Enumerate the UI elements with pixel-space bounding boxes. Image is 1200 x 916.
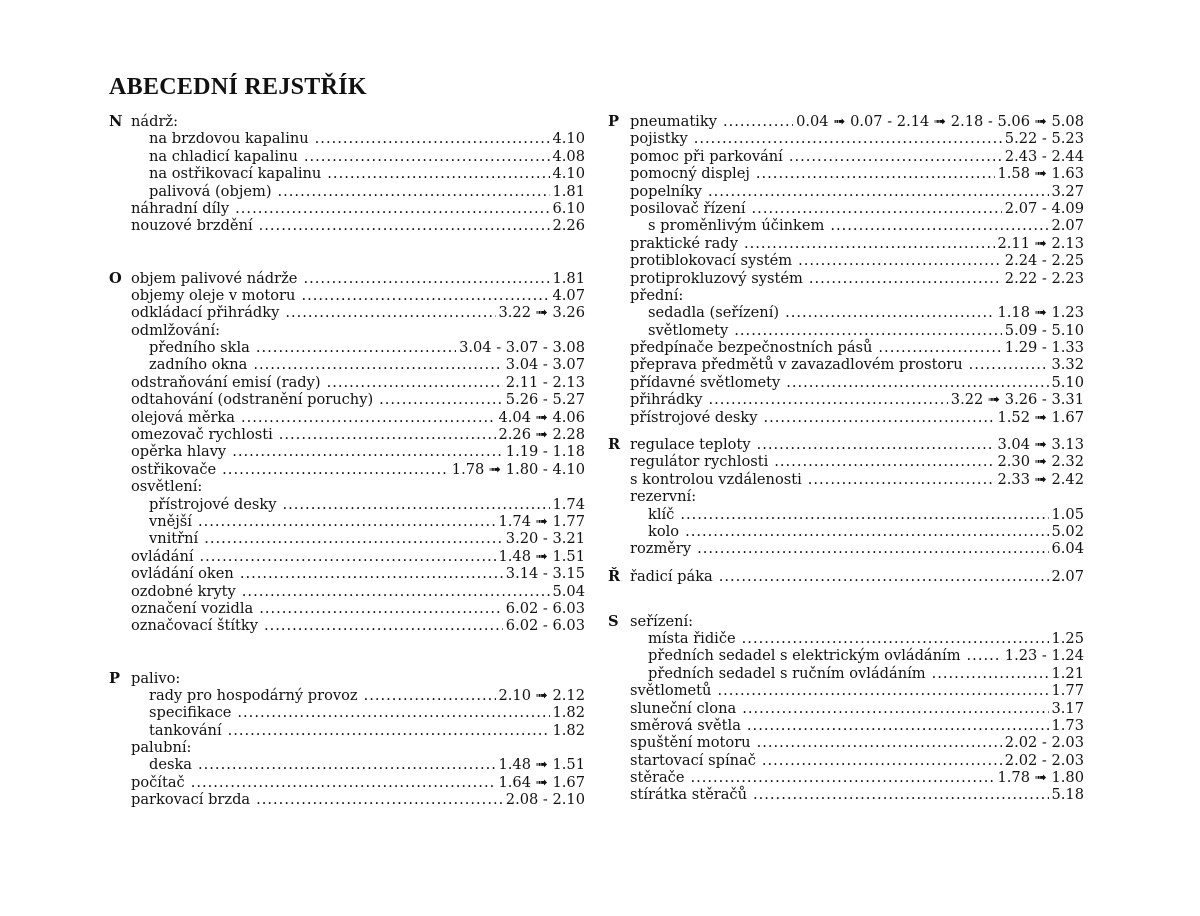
page-reference: 1.52 ➟ 1.67 [997, 408, 1084, 426]
index-entry [608, 523, 1084, 540]
page-reference: 6.04 [1051, 540, 1084, 558]
index-entry [608, 540, 1084, 557]
index-term: přídavné světlomety [630, 373, 781, 391]
index-term: ostřikovače [131, 460, 217, 478]
index-term: předních sedadel s elektrickým ovládáním [648, 647, 961, 665]
index-entry [109, 183, 585, 200]
index-entry [109, 322, 585, 339]
page-reference: 5.26 - 5.27 [505, 391, 585, 409]
dot-leader [753, 786, 1049, 803]
index-term: počítač [131, 773, 185, 791]
page-reference: 1.74 [552, 495, 585, 513]
index-entry [109, 774, 585, 791]
index-term: předních sedadel s ručním ovládáním [648, 664, 926, 682]
spacer [608, 585, 1084, 602]
index-entry [109, 739, 585, 756]
index-entry [109, 165, 585, 182]
index-entry [109, 583, 585, 600]
index-entry [608, 148, 1084, 165]
index-term: klíč [648, 505, 675, 523]
section-letter: S [608, 612, 619, 630]
dot-leader [969, 356, 1049, 373]
spacer [608, 426, 1084, 436]
index-term: na brzdovou kapalinu [149, 130, 309, 148]
index-term: protiprokluzový systém [630, 269, 803, 287]
dot-leader [756, 165, 995, 182]
index-entry [109, 113, 585, 130]
dot-leader [304, 148, 550, 165]
index-entry [109, 496, 585, 513]
index-term: směrová světla [630, 716, 741, 734]
page-reference: 5.02 [1051, 522, 1084, 540]
index-term: rezervní: [630, 488, 697, 506]
index-entry [109, 600, 585, 617]
index-term: specifikace [149, 704, 232, 722]
index-term: řadicí páka [630, 567, 713, 585]
page-reference: 1.74 ➟ 1.77 [498, 512, 585, 530]
index-term: náhradní díly [131, 199, 230, 217]
page-reference: 2.07 [1051, 567, 1084, 585]
index-entry [109, 791, 585, 808]
page-reference: 1.29 - 1.33 [1004, 339, 1084, 357]
page-reference: 4.10 [552, 130, 585, 148]
dot-leader [798, 252, 1002, 269]
index-term: ovládání [131, 547, 194, 565]
dot-leader [878, 339, 1001, 356]
dot-leader [240, 565, 503, 582]
index-term: zadního okna [149, 356, 248, 374]
index-entry [109, 687, 585, 704]
index-entry [608, 270, 1084, 287]
index-entry [109, 565, 585, 582]
dot-leader [694, 130, 1002, 147]
dot-leader [709, 391, 948, 408]
index-term: popelníky [630, 182, 702, 200]
page-reference: 2.08 - 2.10 [505, 791, 585, 809]
page-reference: 2.02 - 2.03 [1004, 734, 1084, 752]
dot-leader [717, 682, 1048, 699]
index-term: seřízení: [630, 612, 694, 630]
index-entry [608, 717, 1084, 734]
dot-leader [809, 270, 1002, 287]
index-term: rozměry [630, 540, 692, 558]
index-entry [608, 113, 1084, 130]
index-entry [109, 356, 585, 373]
index-entry [109, 756, 585, 773]
dot-leader [259, 600, 503, 617]
index-entry [608, 183, 1084, 200]
index-term: protiblokovací systém [630, 252, 793, 270]
index-term: palivová (objem) [149, 182, 272, 200]
index-entry [109, 426, 585, 443]
dot-leader [285, 304, 495, 321]
page-reference: 4.10 [552, 165, 585, 183]
index-term: objemy oleje v motoru [131, 286, 296, 304]
section-letter: P [109, 669, 120, 687]
dot-leader [774, 453, 994, 470]
index-term: tankování [149, 721, 222, 739]
index-term: opěrka hlavy [131, 443, 227, 461]
page-reference: 4.08 [552, 147, 585, 165]
index-entry [608, 734, 1084, 751]
dot-leader [303, 270, 549, 287]
index-term: spuštění motoru [630, 734, 751, 752]
index-term: palubní: [131, 739, 192, 757]
dot-leader [301, 287, 549, 304]
index-entry [109, 374, 585, 391]
index-term: přeprava předmětů v zavazadlovém prostoru [630, 356, 963, 374]
index-entry [109, 513, 585, 530]
dot-leader [259, 217, 550, 234]
page-reference: 2.02 - 2.03 [1004, 751, 1084, 769]
spacer [109, 235, 585, 252]
page-reference: 1.81 [552, 269, 585, 287]
dot-leader [680, 506, 1048, 523]
dot-leader [757, 734, 1002, 751]
index-entry [608, 752, 1084, 769]
index-term: odmlžování: [131, 321, 221, 339]
index-term: přihrádky [630, 391, 703, 409]
page-reference: 1.23 - 1.24 [1004, 647, 1084, 665]
dot-leader [228, 722, 550, 739]
index-entry [109, 148, 585, 165]
page-reference: 4.04 ➟ 4.06 [498, 408, 585, 426]
index-entry [109, 670, 585, 687]
index-term: parkovací brzda [131, 791, 251, 809]
section-letter: P [608, 113, 619, 130]
page-reference: 2.07 - 4.09 [1004, 199, 1084, 217]
index-entry [608, 287, 1084, 304]
dot-leader [697, 540, 1048, 557]
index-entry [608, 506, 1084, 523]
page-reference: 1.18 ➟ 1.23 [997, 304, 1084, 322]
dot-leader [200, 548, 496, 565]
dot-leader [967, 647, 1002, 664]
dot-leader [786, 374, 1048, 391]
index-entry [608, 786, 1084, 803]
index-term: pomoc při parkování [630, 147, 783, 165]
index-term: osvětlení: [131, 478, 203, 496]
page-reference: 3.14 - 3.15 [505, 565, 585, 583]
index-entry [109, 617, 585, 634]
page-reference: 0.04 ➟ 0.07 - 2.14 ➟ 2.18 - 5.06 ➟ 5.08 [796, 113, 1084, 130]
index-term: na ostřikovací kapalinu [149, 165, 322, 183]
index-term: vnitřní [149, 530, 199, 548]
page-reference: 2.43 - 2.44 [1004, 147, 1084, 165]
page-reference: 1.05 [1051, 505, 1084, 523]
index-entry [608, 453, 1084, 470]
index-term: startovací spínač [630, 751, 756, 769]
page-reference: 3.32 [1051, 356, 1084, 374]
index-term: označení vozidla [131, 599, 254, 617]
page-reference: 5.04 [552, 582, 585, 600]
page-reference: 2.24 - 2.25 [1004, 252, 1084, 270]
index-entry [109, 722, 585, 739]
dot-leader [198, 513, 496, 530]
dot-leader [719, 568, 1049, 585]
dot-leader [685, 523, 1048, 540]
page-reference: 3.22 ➟ 3.26 - 3.31 [950, 391, 1084, 409]
index-term: odstraňování emisí (rady) [131, 373, 321, 391]
index-term: stěrače [630, 769, 685, 787]
dot-leader [191, 774, 496, 791]
index-term: označovací štítky [131, 617, 258, 635]
index-entry [109, 461, 585, 478]
dot-leader [690, 769, 994, 786]
index-entry [109, 530, 585, 547]
dot-leader [256, 339, 456, 356]
page-reference: 3.04 - 3.07 - 3.08 [459, 339, 585, 357]
index-term: kolo [648, 522, 680, 540]
section-letter: R [608, 436, 621, 454]
dot-leader [222, 461, 449, 478]
dot-leader [742, 630, 1049, 647]
index-entry [109, 391, 585, 408]
dot-leader [785, 304, 994, 321]
page-reference: 2.11 - 2.13 [505, 373, 585, 391]
dot-leader [204, 530, 503, 547]
dot-leader [256, 791, 503, 808]
index-term: sluneční clona [630, 699, 737, 717]
page-reference: 4.07 [552, 286, 585, 304]
section-letter: N [109, 113, 123, 130]
index-entry [109, 200, 585, 217]
page-reference: 1.48 ➟ 1.51 [498, 547, 585, 565]
spacer [109, 652, 585, 669]
index-term: omezovač rychlosti [131, 426, 273, 444]
dot-leader [752, 200, 1002, 217]
index-column-left [109, 113, 585, 809]
index-term: přístrojové desky [149, 495, 277, 513]
index-term: objem palivové nádrže [131, 269, 298, 287]
index-term: regulátor rychlosti [630, 453, 769, 471]
dot-leader [762, 752, 1002, 769]
index-entry [608, 200, 1084, 217]
section-letter: O [109, 269, 122, 287]
index-term: s kontrolou vzdálenosti [630, 470, 802, 488]
index-term: předpínače bezpečnostních pásů [630, 339, 873, 357]
index-term: pomocný displej [630, 165, 750, 183]
dot-leader [253, 356, 502, 373]
page-reference: 1.58 ➟ 1.63 [997, 165, 1084, 183]
index-term: praktické rady [630, 234, 738, 252]
index-term: předního skla [149, 339, 250, 357]
index-entry [608, 436, 1084, 453]
index-entry [608, 217, 1084, 234]
page-reference: 2.33 ➟ 2.42 [997, 470, 1084, 488]
dot-leader [830, 217, 1048, 234]
dot-leader [708, 183, 1049, 200]
page-reference: 1.48 ➟ 1.51 [498, 756, 585, 774]
index-term: regulace teploty [630, 436, 751, 454]
page-reference: 6.02 - 6.03 [505, 617, 585, 635]
page-reference: 2.26 ➟ 2.28 [498, 426, 585, 444]
page-reference: 3.20 - 3.21 [505, 530, 585, 548]
page-reference: 2.07 [1051, 217, 1084, 235]
page-reference: 5.22 - 5.23 [1004, 130, 1084, 148]
index-entry [608, 471, 1084, 488]
index-entry [109, 478, 585, 495]
dot-leader [327, 374, 503, 391]
index-entry [608, 665, 1084, 682]
page-reference: 3.27 [1051, 182, 1084, 200]
index-term: pneumatiky [630, 113, 717, 130]
dot-leader [734, 322, 1002, 339]
index-term: odtahování (odstranění poruchy) [131, 391, 374, 409]
index-entry [608, 613, 1084, 630]
index-entry [109, 339, 585, 356]
dot-leader [278, 183, 550, 200]
dot-leader [932, 665, 1049, 682]
page-reference: 1.21 [1051, 664, 1084, 682]
index-entry [608, 630, 1084, 647]
index-entry [608, 647, 1084, 664]
dot-leader [808, 471, 995, 488]
index-term: posilovač řízení [630, 199, 746, 217]
index-term: vnější [149, 512, 192, 530]
page-reference: 5.10 [1051, 373, 1084, 391]
dot-leader [242, 583, 550, 600]
index-entry [608, 374, 1084, 391]
index-entry [608, 769, 1084, 786]
index-entry [608, 322, 1084, 339]
page-reference: 1.19 - 1.18 [505, 443, 585, 461]
page-reference: 2.26 [552, 217, 585, 235]
page-reference: 1.25 [1051, 629, 1084, 647]
index-term: ovládání oken [131, 565, 234, 583]
index-term: světlomety [648, 321, 729, 339]
dot-leader [279, 426, 496, 443]
index-term: odkládací přihrádky [131, 304, 280, 322]
page-reference: 1.73 [1051, 716, 1084, 734]
dot-leader [744, 235, 995, 252]
index-entry [608, 356, 1084, 373]
page-reference: 2.11 ➟ 2.13 [997, 234, 1084, 252]
index-entry [109, 287, 585, 304]
spacer [109, 252, 585, 269]
index-term: rady pro hospodárný provoz [149, 686, 358, 704]
dot-leader [723, 113, 793, 130]
page-reference: 1.64 ➟ 1.67 [498, 773, 585, 791]
dot-leader [789, 148, 1002, 165]
index-entry [608, 682, 1084, 699]
page-reference: 6.10 [552, 199, 585, 217]
dot-leader [742, 700, 1048, 717]
page-reference: 1.81 [552, 182, 585, 200]
index-entry [608, 304, 1084, 321]
index-term: pojistky [630, 130, 688, 148]
page-reference: 3.17 [1051, 699, 1084, 717]
index-term: nouzové brzdění [131, 217, 253, 235]
index-term: nádrž: [131, 113, 179, 130]
index-term: světlometů [630, 682, 712, 700]
index-term: palivo: [131, 669, 181, 687]
dot-leader [241, 409, 496, 426]
page-reference: 3.22 ➟ 3.26 [498, 304, 585, 322]
page-title: ABECEDNÍ REJSTŘÍK [109, 74, 367, 100]
dot-leader [237, 704, 549, 721]
index-entry [608, 409, 1084, 426]
index-entry [608, 488, 1084, 505]
dot-leader [379, 391, 503, 408]
page-reference: 1.82 [552, 721, 585, 739]
dot-leader [232, 443, 503, 460]
index-entry [109, 443, 585, 460]
page-reference: 5.09 - 5.10 [1004, 321, 1084, 339]
page-reference: 2.22 - 2.23 [1004, 269, 1084, 287]
index-term: ozdobné kryty [131, 582, 236, 600]
page-reference: 3.04 - 3.07 [505, 356, 585, 374]
page-reference: 1.82 [552, 704, 585, 722]
index-entry [608, 165, 1084, 182]
dot-leader [757, 436, 995, 453]
index-entry [109, 217, 585, 234]
index-entry [109, 548, 585, 565]
spacer [608, 603, 1084, 613]
page-reference: 3.04 ➟ 3.13 [997, 436, 1084, 454]
section-letter: Ř [608, 567, 621, 585]
dot-leader [747, 717, 1049, 734]
spacer [608, 558, 1084, 568]
index-entry [608, 339, 1084, 356]
index-entry [109, 304, 585, 321]
index-term: na chladicí kapalinu [149, 147, 298, 165]
spacer [109, 635, 585, 652]
index-term: s proměnlivým účinkem [648, 217, 825, 235]
index-term: přední: [630, 286, 684, 304]
index-entry [608, 235, 1084, 252]
index-entry [109, 270, 585, 287]
dot-leader [764, 409, 995, 426]
page-reference: 1.78 ➟ 1.80 [997, 769, 1084, 787]
page-reference: 1.77 [1051, 682, 1084, 700]
index-term: místa řidiče [648, 629, 736, 647]
dot-leader [364, 687, 496, 704]
page-reference: 2.30 ➟ 2.32 [997, 453, 1084, 471]
dot-leader [327, 165, 549, 182]
index-entry [608, 252, 1084, 269]
index-term: přístrojové desky [630, 408, 758, 426]
page-reference: 1.78 ➟ 1.80 - 4.10 [451, 460, 585, 478]
index-term: olejová měrka [131, 408, 235, 426]
index-entry [109, 130, 585, 147]
dot-leader [283, 496, 550, 513]
dot-leader [198, 756, 495, 773]
index-entry [109, 704, 585, 721]
dot-leader [264, 617, 503, 634]
page-reference: 6.02 - 6.03 [505, 599, 585, 617]
dot-leader [315, 130, 550, 147]
page-reference: 2.10 ➟ 2.12 [498, 686, 585, 704]
index-entry [608, 391, 1084, 408]
index-term: deska [149, 756, 193, 774]
index-entry [608, 568, 1084, 585]
page-reference: 5.18 [1051, 786, 1084, 804]
index-column-right [608, 113, 1084, 804]
index-entry [109, 409, 585, 426]
index-entry [608, 130, 1084, 147]
index-term: stírátka stěračů [630, 786, 747, 804]
dot-leader [235, 200, 549, 217]
index-entry [608, 700, 1084, 717]
index-term: sedadla (seřízení) [648, 304, 780, 322]
